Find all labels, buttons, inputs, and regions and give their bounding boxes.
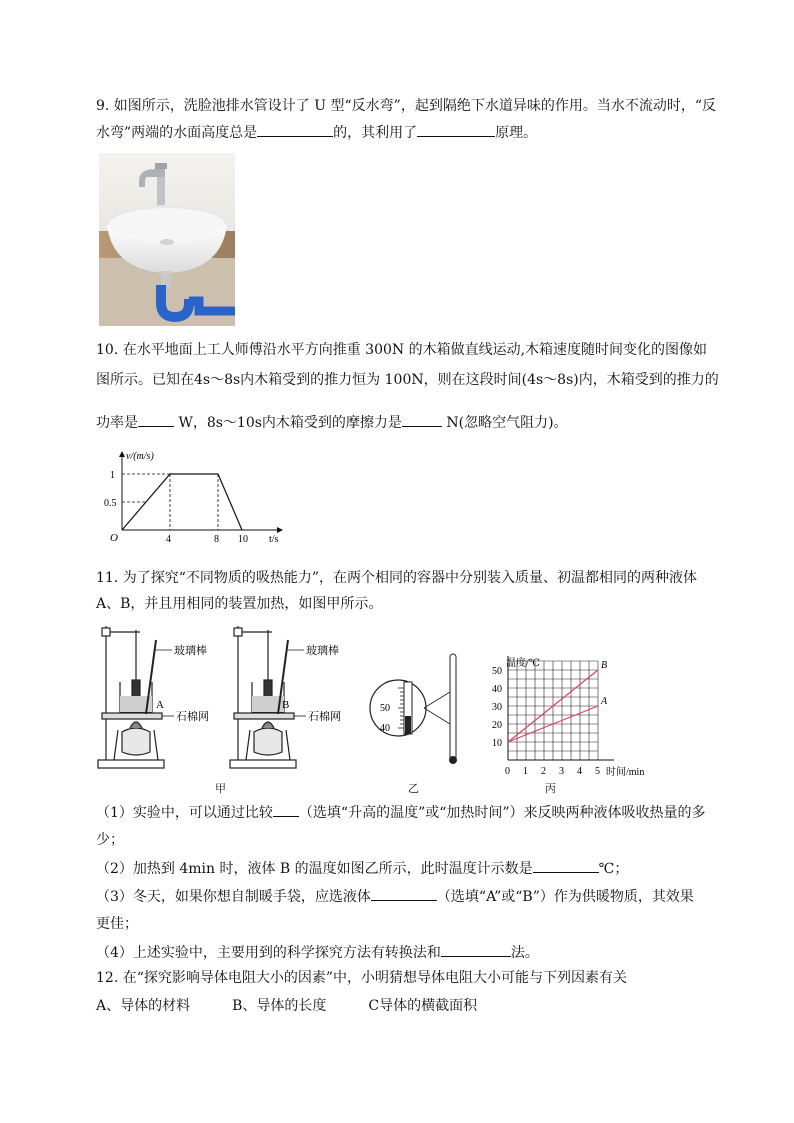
- q11-sub3-line-1: [96, 886, 694, 907]
- q11-text-2: A、B，并且用相同的装置加热，如图甲所示。: [96, 596, 383, 612]
- y-tick-label: 0.5: [104, 498, 117, 509]
- answer-blank[interactable]: [441, 942, 511, 957]
- q12-line-1: [96, 968, 627, 988]
- vt-chart-svg: [96, 448, 296, 548]
- answer-blank[interactable]: [138, 412, 174, 427]
- y-tick-label: 10: [492, 738, 502, 749]
- q9-text-2a: 水弯”两端的水面高度总是: [96, 125, 258, 141]
- x-tick-label: 8: [214, 534, 219, 545]
- origin-label: O: [110, 532, 118, 544]
- q11-s2-text-a: （2）加热到 4min 时，液体 B 的温度如图乙所示，此时温度计示数是: [96, 861, 533, 877]
- q11-line-2: [96, 594, 382, 614]
- q11-s1-text-a: （1）实验中，可以通过比较: [96, 805, 273, 821]
- q10-text-3c: N(忽略空气阻力)。: [441, 415, 568, 431]
- q11-s3-text-c: 更佳；: [96, 916, 138, 932]
- answer-blank[interactable]: [417, 122, 495, 137]
- q9-line-2: [96, 122, 537, 143]
- liquid-a-label: A: [156, 699, 164, 711]
- y-tick-label: 1: [110, 470, 115, 481]
- answer-blank[interactable]: [273, 802, 299, 817]
- q12-text-1: 12. 在“探究影响导体电阻大小的因素”中，小明猜想导体电阻大小可能与下列因素有关: [96, 970, 628, 986]
- answer-blank[interactable]: [371, 886, 437, 901]
- q11-sub4: [96, 942, 539, 963]
- q9-text-2b: 的，其利用了: [333, 125, 418, 141]
- q11-s3-text-a: （3）冬天，如果你想自制暖手袋，应选液体: [96, 889, 371, 905]
- thermo-mark-40: 40: [380, 723, 390, 734]
- q12-option-c: C导体的横截面积: [368, 998, 478, 1014]
- q11-s1-text-b: （选填“升高的温度”或“加热时间”）来反映两种液体吸收热量的多: [298, 805, 706, 821]
- q11-s3-text-b: （选填“A”或“B”）作为供暖物质，其效果: [436, 889, 694, 905]
- y-tick-label: 50: [492, 666, 502, 677]
- temperature-graph-svg: [482, 650, 652, 780]
- q11-sub2: [96, 858, 628, 879]
- y-axis-label: v/(m/s): [126, 451, 154, 462]
- y-tick-label: 30: [492, 702, 502, 713]
- series-label-a: A: [601, 696, 608, 707]
- x-tick-label: 10: [238, 534, 248, 545]
- thermo-mark-50: 50: [380, 703, 390, 714]
- q11-s4-text-a: （4）上述实验中，主要用到的科学探究方法有转换法和: [96, 945, 441, 961]
- time-axis-label: 时间/min: [606, 767, 645, 778]
- q10-line-3: [96, 412, 568, 433]
- thermometer-figure: [368, 648, 468, 768]
- caption-jia: 甲: [215, 783, 226, 795]
- apparatus-figure: [96, 620, 356, 790]
- stand-b: [230, 626, 296, 768]
- caption-bing: 丙: [545, 783, 556, 795]
- q11-s2-text-b: ℃；: [598, 861, 629, 877]
- q9-line-1: [96, 96, 716, 116]
- answer-blank[interactable]: [533, 858, 599, 873]
- q12-option-a: A、导体的材料: [96, 998, 191, 1014]
- x-tick-label: 3: [559, 766, 564, 777]
- temperature-graph: [482, 650, 652, 780]
- q11-s1-text-c: 少；: [96, 832, 124, 848]
- asbestos-label: 石棉网: [176, 711, 209, 723]
- asbestos-label: 石棉网: [308, 711, 341, 723]
- q12-option-b: B、导体的长度: [232, 998, 327, 1014]
- q12-options: [96, 996, 477, 1016]
- q10-line-1: [96, 340, 707, 360]
- x-axis-label: t/s: [269, 534, 279, 545]
- q11-line-1: [96, 568, 697, 588]
- q11-text-1: 11. 为了探究“不同物质的吸热能力”，在两个相同的容器中分别装入质量、初温都相同的两种液体: [96, 570, 698, 586]
- q11-sub3-line-2: [96, 914, 138, 934]
- answer-blank[interactable]: [402, 412, 442, 427]
- q11-s4-text-b: 法。: [510, 945, 539, 961]
- sink-photo: [99, 153, 235, 326]
- q10-text-2: 图所示。已知在4s～8s内木箱受到的推力恒为 100N，则在这段时间(4s～8s)内，木箱受到的推力的: [96, 372, 719, 388]
- x-tick-label: 1: [523, 766, 528, 777]
- x-tick-label: 5: [595, 766, 600, 777]
- x-tick-label: 4: [577, 766, 582, 777]
- q10-text-3a: 功率是: [96, 415, 138, 431]
- q9-text-1: 9. 如图所示，洗脸池排水管设计了 U 型“反水弯”，起到隔绝下水道异味的作用。当水不流动时，“反: [96, 98, 716, 114]
- q9-text-2c: 原理。: [495, 125, 538, 141]
- y-tick-label: 20: [492, 720, 502, 731]
- stand-a: [98, 626, 164, 768]
- q11-sub1-line-1: [96, 802, 706, 823]
- x-tick-label: 2: [541, 766, 546, 777]
- answer-blank[interactable]: [257, 122, 333, 137]
- x-tick-label: 0: [505, 766, 510, 777]
- y-tick-label: 40: [492, 684, 502, 695]
- glass-rod-label: 玻璃棒: [306, 645, 339, 657]
- q10-text-1: 10. 在水平地面上工人师傅沿水平方向推重 300N 的木箱做直线运动,木箱速度随时间变化的图像如: [96, 342, 708, 358]
- series-label-b: B: [601, 660, 608, 671]
- glass-rod-label: 玻璃棒: [174, 645, 207, 657]
- vt-chart: [96, 448, 296, 548]
- liquid-b-label: B: [282, 699, 290, 711]
- x-tick-label: 4: [166, 534, 171, 545]
- q11-sub1-line-2: [96, 830, 124, 850]
- q10-text-3b: W，8s～10s内木箱受到的摩擦力是: [174, 415, 402, 431]
- caption-yi: 乙: [408, 783, 419, 795]
- temp-axis-label: 温度/℃: [506, 658, 540, 669]
- q10-line-2: [96, 370, 719, 390]
